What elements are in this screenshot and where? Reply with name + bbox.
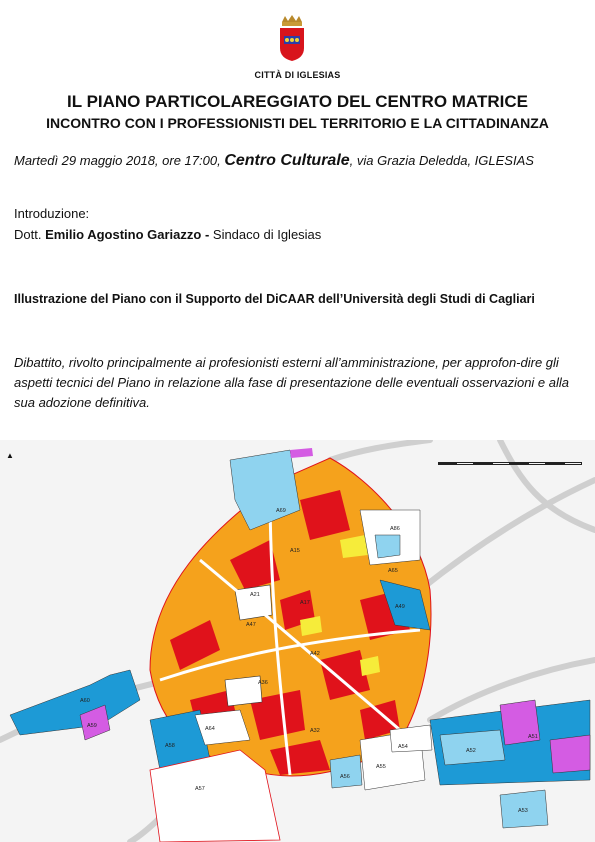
zone-label: A47 [246,622,256,628]
zone-label: A21 [250,592,260,598]
event-venue: Centro Culturale [224,152,350,169]
page-title: IL PIANO PARTICOLAREGGIATO DEL CENTRO MATRICE [67,92,528,111]
zone-label: A64 [205,726,215,732]
north-arrow-icon: ▲ [6,451,14,460]
zone-label: A86 [390,526,400,532]
event-date-time: Martedì 29 maggio 2018, ore 17:00, [14,153,221,168]
zone-label: A53 [518,808,528,814]
page-subtitle: INCONTRO CON I PROFESSIONISTI DEL TERRITORIO E LA CITTADINANZA [46,115,549,131]
zone-label: A15 [290,548,300,554]
zone-label: A57 [195,786,205,792]
city-crest-logo [276,14,308,62]
centro-matrice-plan-map [0,440,595,842]
speaker-prefix: Dott. [14,227,46,242]
zone-label: A52 [466,748,476,754]
intro-label: Introduzione: [14,206,90,221]
speaker-role: Sindaco di Iglesias [209,227,322,242]
zone-label: A51 [528,734,538,740]
zone-label: A65 [388,568,398,574]
zone-label: A60 [80,698,90,704]
zone-label: A58 [165,743,175,749]
zone-label: A17 [300,600,310,606]
city-name: CITTÀ DI IGLESIAS [254,70,341,80]
zone-label: A54 [398,744,408,750]
zone-label: A49 [395,604,405,610]
event-details [14,152,592,170]
zone-label: A32 [310,728,320,734]
zone-label: A69 [276,508,286,514]
zone-label: A56 [340,774,350,780]
zone-label: A59 [87,723,97,729]
event-address: , via Grazia Deledda, IGLESIAS [349,153,534,168]
illustration-line: Illustrazione del Piano con il Supporto del DiCAAR dell’Università degli Studi di Cagliari [14,292,535,306]
zone-label: A42 [310,651,320,657]
scale-bar [438,452,584,456]
speaker-name: Emilio Agostino Gariazzo - [45,227,210,242]
zone-label: A36 [258,680,268,686]
intro-speaker [14,227,321,242]
debate-paragraph: Dibattito, rivolto principalmente ai profesionisti esterni all’amministrazione, per approfon-dire gli aspetti tecnici del Piano in relazione alla fase di presentazione delle eventuali osservazioni e alla sua adozione definitiva. [14,355,570,410]
zone-label: A55 [376,764,386,770]
